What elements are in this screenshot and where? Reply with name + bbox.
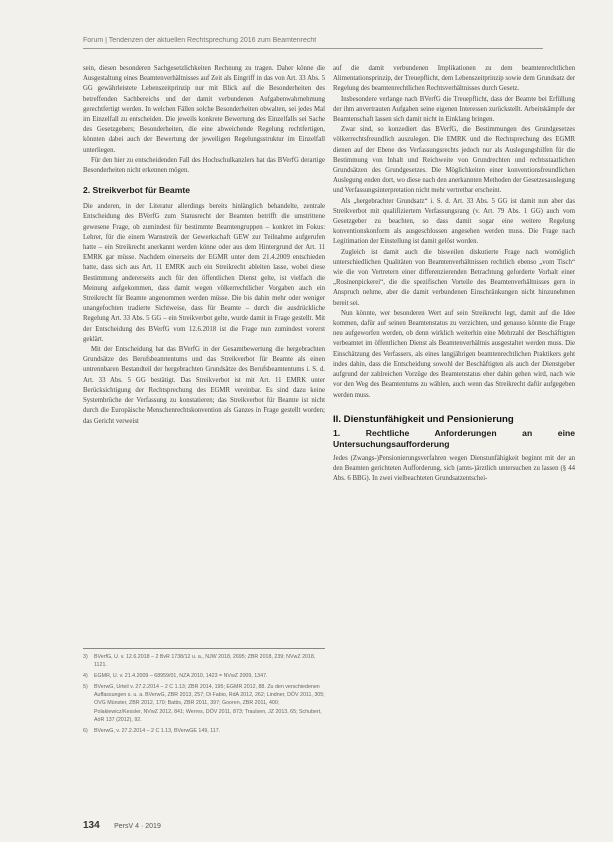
header-rule — [83, 48, 543, 49]
paragraph: sein, diesen besonderen Sachgesetzlichkeiten Rechnung zu tragen. Daher könne die Ausgestaltung eines Beamtenverhältnisses auf Zeit als Eingriff in das von Art. 33 Abs. 5 GG gewährleistete Lebenszeitprinzip nur mit Blick auf die Besonderheiten des betreffenden Sachbereichs und der damit verbundenen Aufgabenwahrnehmung gerechtfertigt werden. In welchen Fällen solche Besonderheiten obwalten, sei jedes Mal im Einzelfall zu entscheiden. Die jeweils konkrete Bewertung des Einzelfalls sei Sache des Gesetzgebers; Besonderheiten, die eine abweichende Regelung rechtfertigen, könnten dabei auch der Bewertung der jeweiligen Regelungsstruktur im Einzelfall unterliegen. — [83, 65, 325, 154]
footnote-number: 5) — [83, 684, 88, 691]
left-column — [83, 64, 325, 427]
footnotes — [83, 648, 325, 738]
page-number: 134 — [83, 820, 100, 831]
section-heading: 2. Streikverbot für Beamte — [83, 185, 190, 196]
footnote-text: BVerwG, v. 27.2.2014 – 2 C 1.13, BVerwGE 149, 117. — [94, 727, 221, 734]
footnote — [83, 672, 325, 680]
footnote-number: 4) — [83, 673, 88, 680]
paragraph: Insbesondere verlange nach BVerfG die Treuepflicht, dass der Beamte bei Erfüllung der ihm anvertrauten Aufgaben seine eigenen Interessen zurückstellt. Arbeitskämpfe der Beamtenschaft lassen sich damit nicht in Einklang bringen. — [333, 95, 575, 124]
right-column — [333, 64, 575, 485]
paragraph: Mit der Entscheidung hat das BVerfG in der Gesamtbewertung die hergebrachten Grundsätze des Berufsbeamtentums und das Streikverbot für Beamte als einen untrennbaren Bestandteil der hergebrachten Grundsätze des Berufsbeamtentums i. S. d. Art. 33 Abs. 5 GG bestätigt. Das Streikverbot ist mit Art. 11 EMRK unter Berücksichtigung der Rechtsprechung des EGMR vereinbar. Es sind dazu keine Systembrüche der Verfassung zu konstatieren; das Streikverbot für Beamte ist nicht durch die Europäische Menschenrechtskonvention als Ganzes in Frage gestellt worden; das Gericht verweist — [83, 346, 325, 425]
footnote-text: BVerwG, Urteil v. 27.2.2014 – 2 C 1.13; ZBR 2014, 195; EGMR 2012, 88. Zu den verschiedenen Auffassungen s. u. a. BVerwG, ZBR 2013, 257; Di Fabio, RdA 2012, 262; Lindner, DÖV 2011, 305; OVG Münster, ZBR 2012, 170; Battis, ZBR 2011, 397; Gooren, ZBR 2011, 400; Polakiewicz/Kessler, NVwZ 2012, 841; Werres, DÖV 2011, 873; Traulsen, JZ 2013, 65; Schubert, AöR 137 (2012), 92. — [94, 684, 325, 723]
journal-issue: PersV 4 · 2019 — [114, 823, 161, 830]
footnote-text: BVerfG, U. v. 12.6.2018 – 2 BvR 1738/12 u. a., NJW 2018, 2695; ZBR 2018, 239; NVwZ 2018, 1121. — [94, 654, 316, 669]
footnote-text: EGMR, U. v. 21.4.2009 – 68959/01, NZA 2010, 1423 = NVwZ 2009, 1347. — [94, 673, 268, 680]
subsection-heading: 1. Rechtliche Anforderungen an eine Untersuchungsaufforderung — [333, 427, 575, 449]
footnote — [83, 653, 325, 669]
page-footer — [83, 815, 161, 833]
paragraph: Jedes (Zwangs-)Pensionierungsverfahren wegen Dienstunfähigkeit beginnt mit der an den Beamten gerichteten Aufforderung, sich (amts-)ärztlich untersuchen zu lassen (§ 44 Abs. 6 BBG). In zwei vielbeachteten Grundsatzentschei- — [333, 454, 575, 483]
paragraph: Zwar sind, so konzediert das BVerfG, die Bestimmungen des Grundgesetzes völkerrechtsfreundlich auszulegen. Die EMRK und die Rechtsprechung des EGMR dienen auf der Ebene des Verfassungsrechts jedoch nur als Auslegungshilfen für die Bestimmung von Inhalt und Reichweite von Grundrechten und rechtsstaatlichen Grundsätzen des Grundgesetzes. Die Möglichkeiten einer konventionsfreundlichen Auslegung enden dort, wo diese nach den anerkannten Methoden der Gesetzesauslegung und Verfassungsinterpretation nicht mehr vertretbar erscheint. — [333, 126, 575, 195]
footnote-number: 6) — [83, 727, 88, 734]
paragraph: Als „hergebrachter Grundsatz“ i. S. d. Art. 33 Abs. 5 GG ist damit nun aber das Streikverbot mit qualifiziertem Verfassungsrang (v. Art. 79 Abs. 1 GG) auch vom Gesetzgeber zu beachten, so dass damit sogar eine weitere Regelung konventionskonform als ausgeschlossen angesehen werden muss. Die Frage nach Legitimation der Einstellung ist damit gelöst worden. — [333, 197, 575, 246]
paragraph: Die anderen, in der Literatur allerdings bereits hinlänglich behandelte, zentrale Entscheidung des BVerfG zum Statusrecht der Beamten betrifft die umstrittene gewesene Frage, ob zumindest für bestimmte Beamtengruppen – konkret im Fokus: Lehrer, für die einem Warnstreik der Gewerkschaft GEW zur Teilnahme aufgerufen hatte – ein Streikrecht anerkannt werden könne oder aus dem Hintergrund der Art. 11 EMRK gar müsse. Nachdem einerseits der EGMR unter dem 21.4.2009 entschieden hatte, dass sich aus Art. 11 EMRK auch ein Streikrecht ableiten lasse, wobei diese Bestimmung andererseits auch für den öffentlichen Dienst gelte, ist vielfach die Meinung aufgekommen, dass damit wegen völkerrechtlicher Vorgaben auch ein Streikrecht für Beamte angenommen werden müsse. Die bis dahin mehr oder weniger unangefochten tradierte Sichtweise, dass für Beamte – durch die ausdrückliche Regelung Art. 33 Abs. 5 GG – ein Streikverbot gelte, wurde damit in Frage gestellt. Mit der Entscheidung des BVerfG vom 12.6.2018 ist die Frage nun zumindest vorerst geklärt. — [83, 203, 325, 343]
paragraph: Zugleich ist damit auch die bisweilen diskutierte Frage nach womöglich unterschiedlichen Qualitäten von Beamtenverhältnissen rechtlich ebenso „vom Tisch“ wie die von Vertretern einer differenzierenden Betrachtung geforderte Vorhalt einer „Rosinenpickerei“, die die spezifischen Vorteile des Beamtenverhältnisses gern in Anspruch nehme, aber die damit verbundenen Einschränkungen nicht hinzunehmen bereit sei. — [333, 248, 575, 307]
footnote — [83, 727, 325, 735]
paragraph: Nun könnte, wer besonderen Wert auf sein Streikrecht legt, damit auf die Idee kommen, dafür auf seinen Beamtenstatus zu verzichten, und genauso könnte die Frage neu aufgeworfen werden, ob denn wirklich weiterhin eine Mehrzahl der Beschäftigten verbeamtet im öffentlichen Dienst als Beamtenverhältnis ausgestaltet werden muss. Die Einschätzung des Verfassers, als eines langjährigen beamtenrechtlichen Praktikers geht indes dahin, dass die Entscheidung sowohl der Beschäftigten als auch der Dienstgeber aufgrund der zahlreichen Vorzüge des Beamtenstatus eher dahin gehen wird, nach wie vor den Weg des Beamtentums zu wählen, auch wenn das Streikrecht dafür aufgegeben werden muss. — [333, 309, 575, 399]
chapter-heading: II. Dienstunfähigkeit und Pensionierung — [333, 413, 514, 425]
footnote — [83, 683, 325, 723]
paragraph: auf die damit verbundenen Implikationen zu dem beamtenrechtlichen Alimentationsprinzip, der Treuepflicht, dem Lebenszeitprinzip sowie dem Grundsatz der Regelung des beamtenrechtlichen Rechtsverhältnisses durch Gesetz. — [333, 65, 575, 93]
paragraph: Für den hier zu entscheidenden Fall des Hochschulkanzlers hat das BVerfG derartige Besonderheiten nicht erkennen mögen. — [83, 156, 325, 175]
running-head: Forum | Tendenzen der aktuellen Rechtsprechung 2016 zum Beamtenrecht — [83, 37, 317, 44]
footnote-number: 3) — [83, 654, 88, 660]
